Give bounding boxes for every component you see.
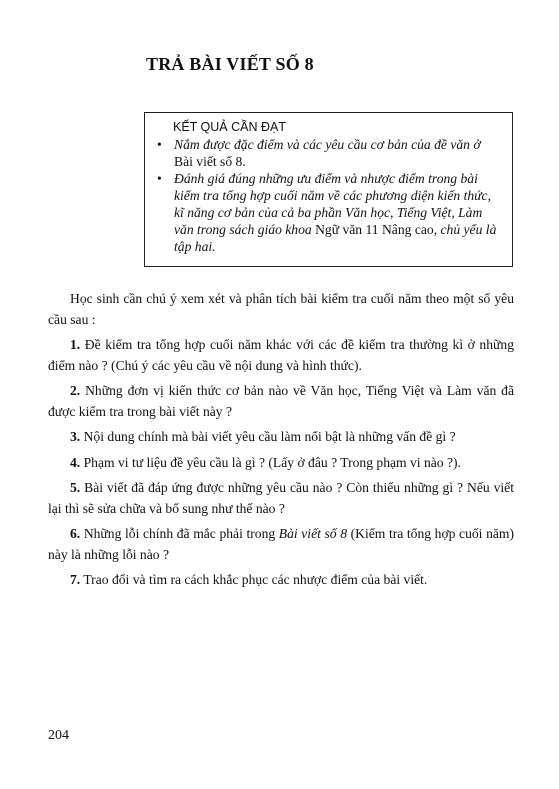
question-text: Phạm vi tư liệu đề yêu cầu là gì ? (Lấy ở đâu ? Trong phạm vi nào ?). [83,454,461,470]
question-text: Nội dung chính mà bài viết yêu cầu làm nổi bật là những vấn đề gì ? [83,429,456,444]
outcomes-heading: KẾT QUẢ CẦN ĐẠT [173,120,286,134]
question-item [48,570,514,591]
outcome-text: Bài viết số 8. [174,154,246,169]
question-number: 1. [70,337,81,352]
textbook-name: Ngữ văn 11 Nâng cao [315,222,434,237]
outcome-text: Nắm được đặc điểm và các yêu cầu cơ bản của đề văn ở [174,137,481,152]
question-item [48,524,514,565]
question-number: 3. [70,429,81,444]
question-text: Bài viết đã đáp ứng được những yêu cầu nào ? Còn thiếu những gì ? Nếu viết lại thì sẽ sửa chữa và bổ sung như thế nào ? [48,480,514,516]
main-content [48,289,514,596]
outcome-text: Đánh giá đúng những ưu điểm và nhược điểm trong bài kiểm tra tổng hợp cuối năm về các phương diện kiến thức, kĩ năng cơ bản của cả ba phần Văn học, Tiếng Việt, Làm văn trong sách giáo khoa [174,171,491,237]
bullet-icon: • [157,137,162,152]
intro-paragraph: Học sinh cần chú ý xem xét và phân tích bài kiểm tra cuối năm theo một số yêu cầu sau : [48,291,514,327]
question-item [48,478,514,519]
question-text: Những lỗi chính đã mắc phải trong [83,526,276,541]
bullet-icon: • [157,171,162,186]
question-number: 7. [70,572,81,587]
question-text-italic: Bài viết số 8 [278,526,347,541]
page-number: 204 [48,728,69,743]
learning-outcomes-box [144,112,513,267]
question-text: Đề kiểm tra tổng hợp cuối năm khác với các đề kiểm tra thường kì ở những điểm nào ? (Chú ý các yêu cầu về nội dung và hình thức). [48,337,514,373]
question-text: (Kiểm tra tổng hợp cuối năm) này là những lỗi nào ? [48,526,514,562]
question-number: 6. [70,526,81,541]
outcome-text: , chủ yếu là tập hai. [174,222,497,254]
outcome-item [155,136,502,170]
question-text: Những đơn vị kiến thức cơ bản nào về Văn học, Tiếng Việt và Làm văn đã được kiểm tra trong bài viết này ? [48,383,514,419]
question-item [48,453,514,474]
question-number: 4. [70,454,81,470]
question-item [48,427,514,448]
question-item [48,335,514,376]
question-item [48,381,514,422]
outcome-item [155,170,502,255]
question-number: 5. [70,480,81,495]
question-number: 2. [70,383,81,398]
question-text: Trao đổi và tìm ra cách khắc phục các nhược điểm của bài viết. [83,572,428,587]
page-title: TRẢ BÀI VIẾT SỐ 8 [146,54,314,74]
outcomes-list [155,136,502,255]
